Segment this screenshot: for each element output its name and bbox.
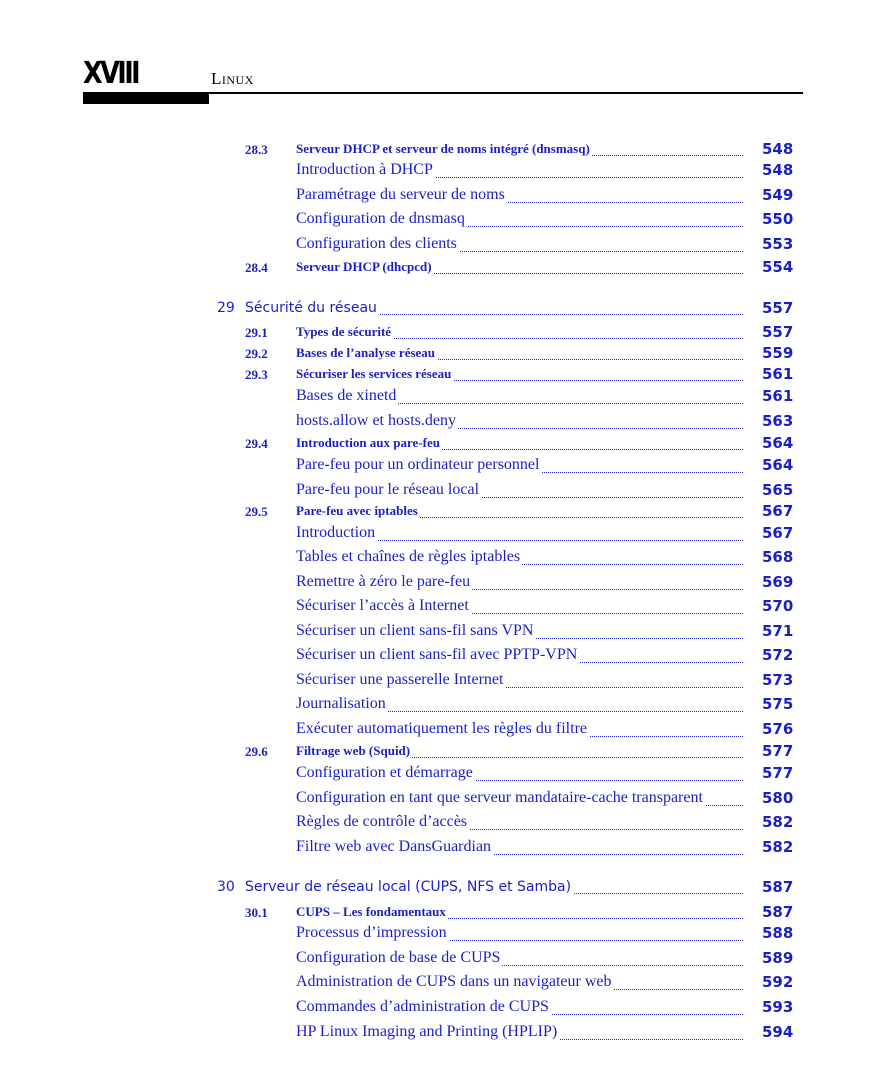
toc-title <box>296 343 743 363</box>
toc-page-number: 564 <box>762 434 794 452</box>
toc-section[interactable] <box>0 139 885 159</box>
toc-chapter[interactable] <box>0 298 885 318</box>
toc-title-text: Journalisation <box>296 695 386 712</box>
toc-title-text: CUPS – Les fondamentaux <box>296 904 446 919</box>
toc-page-number: 548 <box>762 140 794 158</box>
toc-title-text: Configuration de base de CUPS <box>296 949 501 966</box>
toc-page-number: 582 <box>762 813 794 831</box>
toc-page-number: 561 <box>762 365 794 383</box>
toc-page-number: 582 <box>762 838 794 856</box>
toc-title-text: Règles de contrôle d’accès <box>296 813 468 830</box>
toc-title <box>296 693 743 715</box>
toc-title-text: Pare-feu pour le réseau local <box>296 481 480 498</box>
toc-title-text: Configuration de dnsmasq <box>296 210 465 227</box>
toc-title <box>296 546 743 568</box>
toc-title-text: Sécuriser une passerelle Internet <box>296 671 504 688</box>
toc-number: 28.4 <box>245 260 268 275</box>
running-title: Linux <box>211 69 254 88</box>
toc-subsection[interactable] <box>0 836 885 858</box>
toc-title-text: Serveur DHCP et serveur de noms intégré (dnsmasq) <box>296 141 590 156</box>
toc-page-number: 587 <box>762 878 794 896</box>
toc-title-text: Commandes d’administration de CUPS <box>296 998 549 1015</box>
toc-title <box>296 787 743 809</box>
toc-page-number: 588 <box>762 924 794 942</box>
toc-title <box>296 522 743 544</box>
toc-title-text: Bases de l’analyse réseau <box>296 345 436 360</box>
toc-subsection[interactable] <box>0 410 885 432</box>
toc-subsection[interactable] <box>0 996 885 1018</box>
toc-page-number: 571 <box>762 622 794 640</box>
toc-page-number: 564 <box>762 456 794 474</box>
toc-page-number: 589 <box>762 949 794 967</box>
toc-number: 30.1 <box>245 905 268 920</box>
toc-subsection[interactable] <box>0 479 885 501</box>
toc-subsection[interactable] <box>0 971 885 993</box>
toc-page-number: 576 <box>762 720 794 738</box>
toc-number: 29.5 <box>245 504 268 519</box>
toc-title-text: Introduction à DHCP <box>296 161 433 178</box>
toc-title <box>296 762 743 784</box>
toc-page-number: 549 <box>762 186 794 204</box>
toc-section[interactable] <box>0 501 885 521</box>
toc-title <box>296 454 743 476</box>
toc-page-number: 554 <box>762 258 794 276</box>
toc-section[interactable] <box>0 741 885 761</box>
toc-title-text: Sécuriser un client sans-fil sans VPN <box>296 622 534 639</box>
toc-page-number: 563 <box>762 412 794 430</box>
toc-subsection[interactable] <box>0 571 885 593</box>
toc-title <box>296 501 743 521</box>
toc-subsection[interactable] <box>0 947 885 969</box>
toc-subsection[interactable] <box>0 208 885 230</box>
toc-subsection[interactable] <box>0 454 885 476</box>
toc-page-number: 569 <box>762 573 794 591</box>
toc-title <box>296 947 743 969</box>
toc-title-text: Serveur de réseau local (CUPS, NFS et Samba) <box>245 879 572 895</box>
toc-number: 29 <box>217 300 235 316</box>
page-folio: XVIII <box>83 56 139 91</box>
toc-page-number: 548 <box>762 161 794 179</box>
toc-page-number: 559 <box>762 344 794 362</box>
toc-title <box>296 669 743 691</box>
toc-title <box>296 971 743 993</box>
toc-title-text: Serveur DHCP (dhcpcd) <box>296 259 432 274</box>
toc-subsection[interactable] <box>0 233 885 255</box>
toc-title <box>296 385 743 407</box>
toc-section[interactable] <box>0 433 885 453</box>
toc-title-text: hosts.allow et hosts.deny <box>296 412 456 429</box>
toc-page-number: 557 <box>762 299 794 317</box>
toc-title <box>296 996 743 1018</box>
toc-title-text: Filtre web avec DansGuardian <box>296 838 492 855</box>
toc-page-number: 557 <box>762 323 794 341</box>
toc-title <box>245 877 743 897</box>
toc-title <box>296 718 743 740</box>
toc-subsection[interactable] <box>0 595 885 617</box>
toc-page-number: 561 <box>762 387 794 405</box>
toc-subsection[interactable] <box>0 669 885 691</box>
toc-subsection[interactable] <box>0 546 885 568</box>
toc-title <box>296 184 743 206</box>
toc-section[interactable] <box>0 257 885 277</box>
toc-title <box>296 902 743 922</box>
toc-number: 29.2 <box>245 346 268 361</box>
toc-section[interactable] <box>0 902 885 922</box>
toc-page-number: 568 <box>762 548 794 566</box>
toc-page-number: 593 <box>762 998 794 1016</box>
toc-title-text: Introduction aux pare-feu <box>296 435 440 450</box>
toc-page-number: 594 <box>762 1023 794 1041</box>
toc-subsection[interactable] <box>0 620 885 642</box>
toc-title <box>296 257 743 277</box>
toc-title-text: Processus d’impression <box>296 924 447 941</box>
toc-number: 28.3 <box>245 142 268 157</box>
toc-number: 29.1 <box>245 325 268 340</box>
toc-number: 29.6 <box>245 744 268 759</box>
toc-page-number: 572 <box>762 646 794 664</box>
toc-subsection[interactable] <box>0 718 885 740</box>
toc-page-number: 575 <box>762 695 794 713</box>
toc-subsection[interactable] <box>0 184 885 206</box>
toc-page-number: 567 <box>762 502 794 520</box>
toc-page-number: 567 <box>762 524 794 542</box>
toc-title-text: Sécuriser un client sans-fil avec PPTP-VPN <box>296 646 578 663</box>
toc-title-text: Sécurité du réseau <box>245 300 377 316</box>
toc-title-text: HP Linux Imaging and Printing (HPLIP) <box>296 1023 558 1040</box>
toc-title <box>296 433 743 453</box>
toc-subsection[interactable] <box>0 922 885 944</box>
toc-page-number: 580 <box>762 789 794 807</box>
toc-subsection[interactable] <box>0 811 885 833</box>
toc-title-text: Filtrage web (Squid) <box>296 743 411 758</box>
toc-title-text: Types de sécurité <box>296 324 392 339</box>
toc-number: 29.3 <box>245 367 268 382</box>
toc-title <box>245 298 743 318</box>
toc-title <box>296 922 743 944</box>
toc-title-text: Administration de CUPS dans un navigateur web <box>296 973 612 990</box>
toc-subsection[interactable] <box>0 644 885 666</box>
toc-title-text: Remettre à zéro le pare-feu <box>296 573 471 590</box>
toc-page-number: 587 <box>762 903 794 921</box>
toc-subsection[interactable] <box>0 693 885 715</box>
toc-title <box>296 410 743 432</box>
toc-title <box>296 479 743 501</box>
toc-title-text: Exécuter automatiquement les règles du filtre <box>296 720 587 737</box>
toc-title <box>296 322 743 342</box>
toc-section[interactable] <box>0 322 885 342</box>
toc-title-text: Configuration en tant que serveur mandataire-cache transparent <box>296 789 703 806</box>
toc-subsection[interactable] <box>0 385 885 407</box>
toc-subsection[interactable] <box>0 159 885 181</box>
toc-title <box>296 644 743 666</box>
toc-page-number: 573 <box>762 671 794 689</box>
toc-title-text: Sécuriser les services réseau <box>296 366 452 381</box>
toc-title-text: Bases de xinetd <box>296 387 397 404</box>
toc-subsection[interactable] <box>0 522 885 544</box>
toc-page-number: 550 <box>762 210 794 228</box>
toc-title <box>296 139 743 159</box>
toc-number: 29.4 <box>245 436 268 451</box>
toc-title <box>296 811 743 833</box>
toc-title <box>296 233 743 255</box>
toc-page-number: 577 <box>762 764 794 782</box>
toc-title-text: Sécuriser l’accès à Internet <box>296 597 469 614</box>
toc-title-text: Introduction <box>296 524 376 541</box>
toc-title-text: Pare-feu avec iptables <box>296 503 418 518</box>
toc-title-text: Configuration et démarrage <box>296 764 473 781</box>
toc-section[interactable] <box>0 364 885 384</box>
toc-title <box>296 1021 743 1043</box>
toc-page-number: 565 <box>762 481 794 499</box>
toc-page-number: 592 <box>762 973 794 991</box>
toc-page-number: 577 <box>762 742 794 760</box>
toc-title-text: Configuration des clients <box>296 235 457 252</box>
toc-title <box>296 364 743 384</box>
toc-section[interactable] <box>0 343 885 363</box>
toc-chapter[interactable] <box>0 877 885 897</box>
toc-subsection[interactable] <box>0 787 885 809</box>
toc-number: 30 <box>217 879 235 895</box>
toc-title <box>296 159 743 181</box>
toc-title <box>296 741 743 761</box>
toc-title <box>296 571 743 593</box>
toc-subsection[interactable] <box>0 1021 885 1043</box>
toc-title <box>296 595 743 617</box>
toc-title-text: Paramétrage du serveur de noms <box>296 186 505 203</box>
toc-page-number: 553 <box>762 235 794 253</box>
toc-title-text: Pare-feu pour un ordinateur personnel <box>296 456 540 473</box>
toc-title <box>296 208 743 230</box>
toc-title <box>296 836 743 858</box>
toc-subsection[interactable] <box>0 762 885 784</box>
toc-title-text: Tables et chaînes de règles iptables <box>296 548 521 565</box>
toc-title <box>296 620 743 642</box>
toc-page-number: 570 <box>762 597 794 615</box>
